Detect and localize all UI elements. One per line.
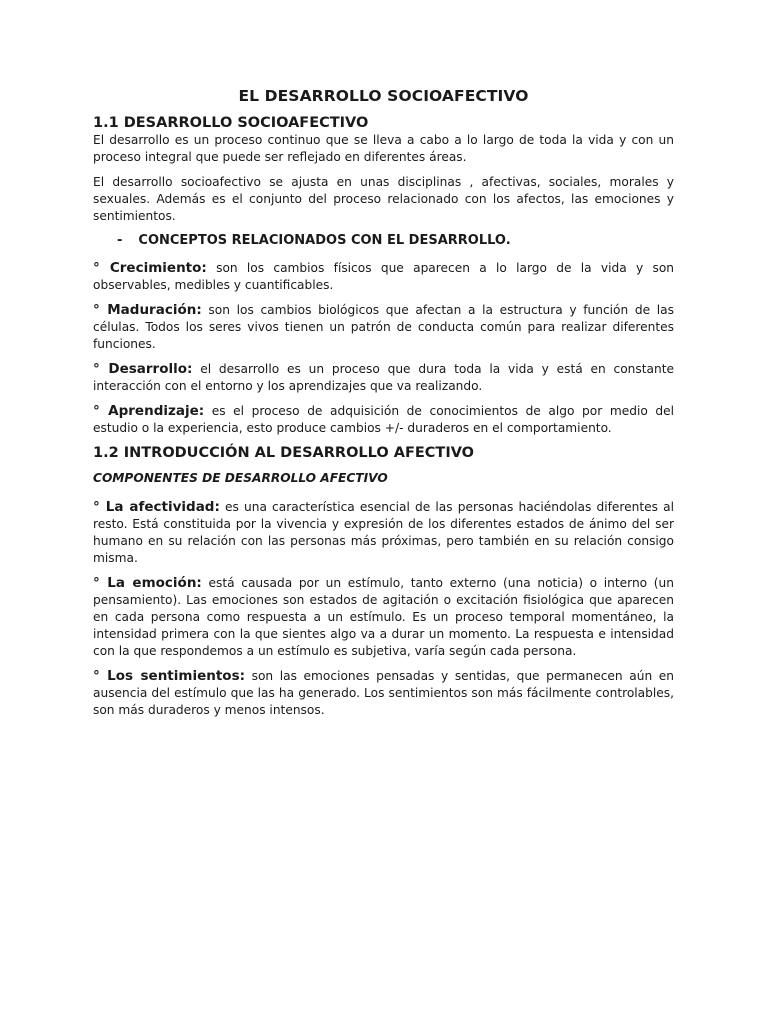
component-text: está causada por un estímulo, tanto externo (una noticia) o interno (un pensamiento). Las emociones son estados de agitación o excitación fisiológica que aparecen en cada persona como respuesta a un estímulo. Es un proceso temporal momentáneo, la intensidad primera con la que sientes algo va a durar un momento. La respuesta e intensidad con la que respondemos a un estímulo es subjetiva, varía según cada persona. bbox=[93, 576, 674, 658]
component-sentimientos bbox=[93, 668, 674, 719]
concept-term: ° Desarrollo: bbox=[93, 361, 193, 377]
concepts-heading-text: CONCEPTOS RELACIONADOS CON EL DESARROLLO. bbox=[138, 233, 511, 248]
section-1-paragraph-1: El desarrollo es un proceso continuo que se lleva a cabo a lo largo de toda la vida y con un proceso integral que puede ser reflejado en diferentes áreas. bbox=[93, 133, 674, 164]
section-2-heading: 1.2 INTRODUCCIÓN AL DESARROLLO AFECTIVO bbox=[93, 445, 475, 461]
concepts-list bbox=[93, 260, 674, 437]
document-page bbox=[93, 87, 674, 727]
component-term: ° Los sentimientos: bbox=[93, 668, 246, 684]
concept-term: ° Crecimiento: bbox=[93, 260, 207, 276]
concept-aprendizaje bbox=[93, 403, 674, 437]
concept-text: son los cambios físicos que aparecen a lo largo de la vida y son observables, medibles y cuantificables. bbox=[93, 261, 675, 292]
concept-term: ° Maduración: bbox=[93, 302, 202, 318]
concept-term: ° Aprendizaje: bbox=[93, 403, 205, 419]
concept-desarrollo bbox=[93, 361, 674, 395]
concept-text: son los cambios biológicos que afectan a la estructura y función de las células. Todos los seres vivos tienen un patrón de conducta común para realizar diferentes funciones. bbox=[93, 303, 674, 351]
section-1-paragraph-2: El desarrollo socioafectivo se ajusta en unas disciplinas , afectivas, sociales, morales y sexuales. Además es el conjunto del proceso relacionado con los afectos, las emociones y sentimientos. bbox=[93, 175, 674, 223]
components-subheading: COMPONENTES DE DESARROLLO AFECTIVO bbox=[93, 471, 388, 485]
concept-crecimiento bbox=[93, 260, 674, 294]
component-text: es una característica esencial de las personas haciéndolas diferentes al resto. Está constituida por la vivencia y expresión de los diferentes estados de ánimo del ser humano en su relación con las personas más próximas, pero también en su relación consigo misma. bbox=[93, 500, 674, 565]
concepts-heading bbox=[117, 233, 674, 248]
component-emocion bbox=[93, 575, 674, 660]
document-title: EL DESARROLLO SOCIOAFECTIVO bbox=[238, 87, 529, 105]
component-text: son las emociones pensadas y sentidas, que permanecen aún en ausencia del estímulo que las ha generado. Los sentimientos son más fácilmente controlables, son más duraderos y menos intensos. bbox=[93, 669, 674, 717]
component-afectividad bbox=[93, 499, 674, 567]
concept-text: el desarrollo es un proceso que dura toda la vida y está en constante interacción con el entorno y los aprendizajes que va realizando. bbox=[93, 362, 674, 393]
components-list bbox=[93, 499, 674, 719]
component-term: ° La afectividad: bbox=[93, 499, 220, 515]
concept-text: es el proceso de adquisición de conocimientos de algo por medio del estudio o la experiencia, esto produce cambios +/- duraderos en el comportamiento. bbox=[93, 404, 674, 435]
component-term: ° La emoción: bbox=[93, 575, 202, 591]
section-1-heading: 1.1 DESARROLLO SOCIOAFECTIVO bbox=[93, 115, 369, 131]
concept-maduracion bbox=[93, 302, 674, 353]
concepts-bullet: - bbox=[117, 233, 123, 248]
